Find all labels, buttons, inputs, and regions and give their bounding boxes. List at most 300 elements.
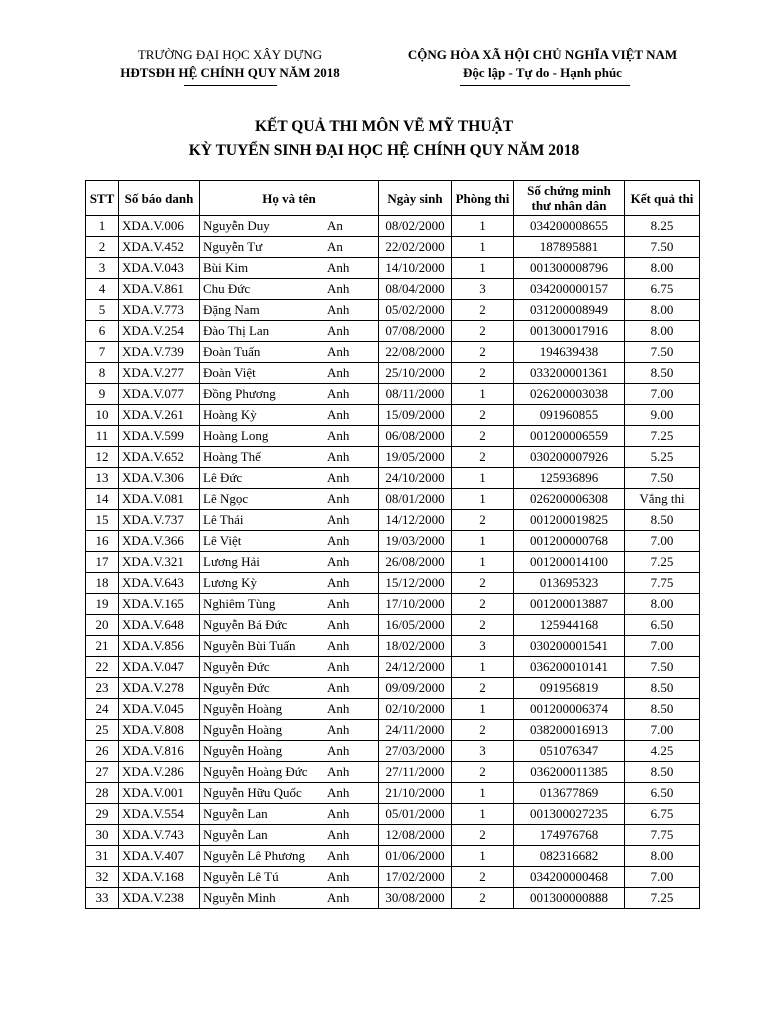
cell-result: 7.75 bbox=[625, 573, 700, 594]
cell-id: 031200008949 bbox=[514, 300, 625, 321]
table-row bbox=[86, 342, 700, 363]
cell-sbd: XDA.V.168 bbox=[119, 867, 200, 888]
table-row bbox=[86, 657, 700, 678]
cell-stt: 1 bbox=[86, 216, 119, 237]
cell-last-name: Nguyễn Hoàng Đức bbox=[203, 764, 308, 779]
cell-sbd: XDA.V.001 bbox=[119, 783, 200, 804]
cell-last-name: Lê Ngọc bbox=[203, 491, 249, 506]
cell-stt: 3 bbox=[86, 258, 119, 279]
table-row bbox=[86, 762, 700, 783]
cell-first-name: Anh bbox=[327, 449, 350, 464]
cell-sbd: XDA.V.743 bbox=[119, 825, 200, 846]
cell-name bbox=[200, 489, 379, 510]
cell-stt: 2 bbox=[86, 237, 119, 258]
cell-id: 001200006559 bbox=[514, 426, 625, 447]
cell-dob: 16/05/2000 bbox=[379, 615, 452, 636]
cell-result: 8.50 bbox=[625, 762, 700, 783]
cell-room: 1 bbox=[452, 699, 514, 720]
table-row bbox=[86, 573, 700, 594]
cell-result: 7.50 bbox=[625, 237, 700, 258]
cell-last-name: Lê Đức bbox=[203, 470, 243, 485]
cell-last-name: Đoàn Tuấn bbox=[203, 344, 261, 359]
cell-name bbox=[200, 888, 379, 909]
table-row bbox=[86, 489, 700, 510]
cell-result: 8.50 bbox=[625, 363, 700, 384]
cell-result: 6.50 bbox=[625, 783, 700, 804]
cell-first-name: Anh bbox=[327, 596, 350, 611]
cell-id: 036200011385 bbox=[514, 762, 625, 783]
cell-sbd: XDA.V.238 bbox=[119, 888, 200, 909]
cell-name bbox=[200, 762, 379, 783]
cell-result: 8.50 bbox=[625, 510, 700, 531]
table-row bbox=[86, 258, 700, 279]
cell-name bbox=[200, 867, 379, 888]
cell-room: 1 bbox=[452, 657, 514, 678]
cell-room: 2 bbox=[452, 510, 514, 531]
institution-header bbox=[100, 46, 360, 82]
col-header-name: Họ và tên bbox=[200, 181, 379, 216]
table-row bbox=[86, 384, 700, 405]
cell-first-name: Anh bbox=[327, 785, 350, 800]
table-row bbox=[86, 552, 700, 573]
cell-sbd: XDA.V.643 bbox=[119, 573, 200, 594]
cell-sbd: XDA.V.306 bbox=[119, 468, 200, 489]
cell-room: 1 bbox=[452, 489, 514, 510]
cell-sbd: XDA.V.856 bbox=[119, 636, 200, 657]
cell-result: 6.50 bbox=[625, 615, 700, 636]
cell-room: 2 bbox=[452, 321, 514, 342]
cell-first-name: Anh bbox=[327, 722, 350, 737]
cell-first-name: Anh bbox=[327, 806, 350, 821]
table-row bbox=[86, 741, 700, 762]
cell-name bbox=[200, 657, 379, 678]
council-name: HĐTSĐH HỆ CHÍNH QUY NĂM 2018 bbox=[120, 65, 340, 80]
cell-id: 034200008655 bbox=[514, 216, 625, 237]
cell-first-name: Anh bbox=[327, 281, 350, 296]
cell-sbd: XDA.V.081 bbox=[119, 489, 200, 510]
cell-room: 1 bbox=[452, 531, 514, 552]
cell-result: 8.25 bbox=[625, 216, 700, 237]
cell-room: 1 bbox=[452, 237, 514, 258]
cell-stt: 33 bbox=[86, 888, 119, 909]
cell-name bbox=[200, 279, 379, 300]
cell-first-name: Anh bbox=[327, 407, 350, 422]
cell-dob: 19/03/2000 bbox=[379, 531, 452, 552]
cell-result: 8.50 bbox=[625, 699, 700, 720]
cell-first-name: Anh bbox=[327, 428, 350, 443]
cell-first-name: Anh bbox=[327, 869, 350, 884]
country-name: CỘNG HÒA XÃ HỘI CHỦ NGHĨA VIỆT NAM bbox=[407, 47, 678, 62]
cell-result: 6.75 bbox=[625, 804, 700, 825]
cell-last-name: Nguyễn Bùi Tuấn bbox=[203, 638, 296, 653]
cell-dob: 02/10/2000 bbox=[379, 699, 452, 720]
cell-dob: 14/10/2000 bbox=[379, 258, 452, 279]
col-header-stt: STT bbox=[86, 181, 119, 216]
cell-room: 2 bbox=[452, 678, 514, 699]
cell-stt: 31 bbox=[86, 846, 119, 867]
cell-sbd: XDA.V.366 bbox=[119, 531, 200, 552]
cell-sbd: XDA.V.043 bbox=[119, 258, 200, 279]
cell-id: 125944168 bbox=[514, 615, 625, 636]
cell-dob: 17/10/2000 bbox=[379, 594, 452, 615]
cell-sbd: XDA.V.739 bbox=[119, 342, 200, 363]
cell-room: 2 bbox=[452, 426, 514, 447]
cell-result: 7.50 bbox=[625, 468, 700, 489]
cell-name bbox=[200, 510, 379, 531]
cell-last-name: Nguyễn Duy bbox=[203, 218, 270, 233]
cell-name bbox=[200, 468, 379, 489]
table-row bbox=[86, 615, 700, 636]
table-row bbox=[86, 216, 700, 237]
cell-dob: 19/05/2000 bbox=[379, 447, 452, 468]
cell-name bbox=[200, 405, 379, 426]
cell-sbd: XDA.V.648 bbox=[119, 615, 200, 636]
cell-first-name: Anh bbox=[327, 344, 350, 359]
cell-id: 174976768 bbox=[514, 825, 625, 846]
cell-id: 033200001361 bbox=[514, 363, 625, 384]
cell-result: 7.25 bbox=[625, 552, 700, 573]
cell-dob: 09/09/2000 bbox=[379, 678, 452, 699]
cell-first-name: An bbox=[327, 239, 343, 254]
cell-id: 013695323 bbox=[514, 573, 625, 594]
table-row bbox=[86, 888, 700, 909]
cell-last-name: Đoàn Việt bbox=[203, 365, 256, 380]
table-row bbox=[86, 447, 700, 468]
table-row bbox=[86, 636, 700, 657]
cell-stt: 29 bbox=[86, 804, 119, 825]
cell-last-name: Hoàng Thế bbox=[203, 449, 261, 464]
cell-room: 3 bbox=[452, 636, 514, 657]
cell-room: 1 bbox=[452, 552, 514, 573]
cell-room: 1 bbox=[452, 258, 514, 279]
cell-last-name: Lương Hải bbox=[203, 554, 260, 569]
cell-id: 051076347 bbox=[514, 741, 625, 762]
header-underline-left bbox=[184, 85, 277, 86]
cell-first-name: Anh bbox=[327, 764, 350, 779]
table-header-row bbox=[86, 181, 700, 216]
cell-dob: 08/01/2000 bbox=[379, 489, 452, 510]
cell-room: 2 bbox=[452, 594, 514, 615]
cell-result: 7.00 bbox=[625, 720, 700, 741]
cell-id: 125936896 bbox=[514, 468, 625, 489]
cell-first-name: Anh bbox=[327, 491, 350, 506]
cell-result: 7.50 bbox=[625, 342, 700, 363]
cell-name bbox=[200, 321, 379, 342]
cell-stt: 24 bbox=[86, 699, 119, 720]
cell-stt: 13 bbox=[86, 468, 119, 489]
cell-first-name: Anh bbox=[327, 680, 350, 695]
table-row bbox=[86, 804, 700, 825]
document-subtitle: KỲ TUYỂN SINH ĐẠI HỌC HỆ CHÍNH QUY NĂM 2018 bbox=[188, 142, 580, 159]
motto: Độc lập - Tự do - Hạnh phúc bbox=[463, 65, 622, 80]
table-row bbox=[86, 678, 700, 699]
cell-first-name: Anh bbox=[327, 890, 350, 905]
cell-first-name: An bbox=[327, 218, 343, 233]
cell-dob: 22/02/2000 bbox=[379, 237, 452, 258]
table-row bbox=[86, 405, 700, 426]
cell-last-name: Nghiêm Tùng bbox=[203, 596, 276, 611]
cell-stt: 5 bbox=[86, 300, 119, 321]
cell-dob: 15/12/2000 bbox=[379, 573, 452, 594]
cell-id: 034200000468 bbox=[514, 867, 625, 888]
cell-first-name: Anh bbox=[327, 701, 350, 716]
cell-stt: 20 bbox=[86, 615, 119, 636]
cell-last-name: Nguyễn Đức bbox=[203, 659, 270, 674]
table-row bbox=[86, 279, 700, 300]
cell-dob: 27/03/2000 bbox=[379, 741, 452, 762]
cell-first-name: Anh bbox=[327, 743, 350, 758]
cell-id: 194639438 bbox=[514, 342, 625, 363]
cell-name bbox=[200, 216, 379, 237]
cell-dob: 25/10/2000 bbox=[379, 363, 452, 384]
cell-sbd: XDA.V.321 bbox=[119, 552, 200, 573]
cell-id: 091960855 bbox=[514, 405, 625, 426]
cell-dob: 24/12/2000 bbox=[379, 657, 452, 678]
cell-result: 8.50 bbox=[625, 678, 700, 699]
cell-result: 7.00 bbox=[625, 384, 700, 405]
cell-name bbox=[200, 699, 379, 720]
results-table bbox=[85, 180, 700, 909]
cell-first-name: Anh bbox=[327, 848, 350, 863]
document-title: KẾT QUẢ THI MÔN VẼ MỸ THUẬT bbox=[254, 118, 514, 135]
cell-dob: 24/11/2000 bbox=[379, 720, 452, 741]
cell-room: 2 bbox=[452, 888, 514, 909]
cell-stt: 30 bbox=[86, 825, 119, 846]
cell-room: 2 bbox=[452, 867, 514, 888]
cell-dob: 21/10/2000 bbox=[379, 783, 452, 804]
cell-name bbox=[200, 384, 379, 405]
cell-dob: 05/02/2000 bbox=[379, 300, 452, 321]
cell-result: 7.25 bbox=[625, 888, 700, 909]
cell-first-name: Anh bbox=[327, 617, 350, 632]
cell-room: 2 bbox=[452, 300, 514, 321]
col-header-room: Phòng thi bbox=[452, 181, 514, 216]
cell-name bbox=[200, 783, 379, 804]
table-row bbox=[86, 237, 700, 258]
cell-name bbox=[200, 741, 379, 762]
col-header-sbd: Số báo danh bbox=[119, 181, 200, 216]
cell-id: 001200013887 bbox=[514, 594, 625, 615]
cell-id: 091956819 bbox=[514, 678, 625, 699]
cell-room: 2 bbox=[452, 762, 514, 783]
table-row bbox=[86, 720, 700, 741]
cell-id: 001300000888 bbox=[514, 888, 625, 909]
header-underline-right bbox=[460, 85, 630, 86]
cell-stt: 23 bbox=[86, 678, 119, 699]
cell-name bbox=[200, 636, 379, 657]
cell-room: 2 bbox=[452, 825, 514, 846]
cell-first-name: Anh bbox=[327, 533, 350, 548]
cell-stt: 12 bbox=[86, 447, 119, 468]
cell-room: 1 bbox=[452, 468, 514, 489]
cell-dob: 27/11/2000 bbox=[379, 762, 452, 783]
cell-last-name: Chu Đức bbox=[203, 281, 251, 296]
table-row bbox=[86, 300, 700, 321]
table-row bbox=[86, 783, 700, 804]
cell-stt: 6 bbox=[86, 321, 119, 342]
cell-room: 2 bbox=[452, 342, 514, 363]
cell-id: 030200007926 bbox=[514, 447, 625, 468]
cell-id: 001200019825 bbox=[514, 510, 625, 531]
col-header-result: Kết quả thi bbox=[625, 181, 700, 216]
cell-last-name: Nguyễn Tư bbox=[203, 239, 263, 254]
cell-sbd: XDA.V.452 bbox=[119, 237, 200, 258]
table-row bbox=[86, 363, 700, 384]
cell-id: 082316682 bbox=[514, 846, 625, 867]
cell-stt: 26 bbox=[86, 741, 119, 762]
cell-last-name: Lương Kỳ bbox=[203, 575, 257, 590]
cell-last-name: Nguyễn Hoàng bbox=[203, 722, 283, 737]
cell-dob: 15/09/2000 bbox=[379, 405, 452, 426]
cell-dob: 17/02/2000 bbox=[379, 867, 452, 888]
cell-result: 7.75 bbox=[625, 825, 700, 846]
cell-result: 7.50 bbox=[625, 657, 700, 678]
cell-sbd: XDA.V.006 bbox=[119, 216, 200, 237]
cell-last-name: Nguyễn Hoàng bbox=[203, 701, 283, 716]
cell-last-name: Nguyễn Hữu Quốc bbox=[203, 785, 302, 800]
cell-dob: 30/08/2000 bbox=[379, 888, 452, 909]
cell-sbd: XDA.V.773 bbox=[119, 300, 200, 321]
cell-name bbox=[200, 825, 379, 846]
cell-room: 1 bbox=[452, 804, 514, 825]
cell-stt: 15 bbox=[86, 510, 119, 531]
cell-name bbox=[200, 258, 379, 279]
cell-stt: 11 bbox=[86, 426, 119, 447]
cell-name bbox=[200, 447, 379, 468]
cell-id: 036200010141 bbox=[514, 657, 625, 678]
cell-last-name: Hoàng Long bbox=[203, 428, 269, 443]
cell-sbd: XDA.V.554 bbox=[119, 804, 200, 825]
cell-first-name: Anh bbox=[327, 386, 350, 401]
cell-name bbox=[200, 342, 379, 363]
cell-result: 8.00 bbox=[625, 594, 700, 615]
cell-name bbox=[200, 615, 379, 636]
cell-room: 2 bbox=[452, 447, 514, 468]
table-row bbox=[86, 867, 700, 888]
cell-first-name: Anh bbox=[327, 365, 350, 380]
cell-stt: 19 bbox=[86, 594, 119, 615]
cell-sbd: XDA.V.737 bbox=[119, 510, 200, 531]
cell-stt: 25 bbox=[86, 720, 119, 741]
cell-stt: 18 bbox=[86, 573, 119, 594]
cell-name bbox=[200, 594, 379, 615]
table-row bbox=[86, 426, 700, 447]
cell-name bbox=[200, 363, 379, 384]
cell-id: 030200001541 bbox=[514, 636, 625, 657]
cell-name bbox=[200, 573, 379, 594]
cell-name bbox=[200, 300, 379, 321]
cell-dob: 22/08/2000 bbox=[379, 342, 452, 363]
cell-stt: 21 bbox=[86, 636, 119, 657]
cell-sbd: XDA.V.652 bbox=[119, 447, 200, 468]
cell-name bbox=[200, 552, 379, 573]
cell-last-name: Đào Thị Lan bbox=[203, 323, 270, 338]
cell-first-name: Anh bbox=[327, 638, 350, 653]
cell-first-name: Anh bbox=[327, 575, 350, 590]
cell-sbd: XDA.V.816 bbox=[119, 741, 200, 762]
cell-room: 3 bbox=[452, 741, 514, 762]
cell-result: 7.00 bbox=[625, 867, 700, 888]
cell-name bbox=[200, 426, 379, 447]
cell-sbd: XDA.V.277 bbox=[119, 363, 200, 384]
cell-last-name: Lê Việt bbox=[203, 533, 242, 548]
cell-room: 1 bbox=[452, 384, 514, 405]
cell-stt: 9 bbox=[86, 384, 119, 405]
table-row bbox=[86, 699, 700, 720]
cell-first-name: Anh bbox=[327, 659, 350, 674]
cell-name bbox=[200, 720, 379, 741]
cell-dob: 07/08/2000 bbox=[379, 321, 452, 342]
university-name: TRƯỜNG ĐẠI HỌC XÂY DỰNG bbox=[137, 47, 323, 62]
cell-name bbox=[200, 531, 379, 552]
cell-result: 5.25 bbox=[625, 447, 700, 468]
cell-room: 1 bbox=[452, 216, 514, 237]
cell-sbd: XDA.V.861 bbox=[119, 279, 200, 300]
cell-dob: 12/08/2000 bbox=[379, 825, 452, 846]
table-row bbox=[86, 321, 700, 342]
cell-room: 2 bbox=[452, 363, 514, 384]
cell-dob: 24/10/2000 bbox=[379, 468, 452, 489]
cell-id: 013677869 bbox=[514, 783, 625, 804]
cell-last-name: Đặng Nam bbox=[203, 302, 260, 317]
cell-result: 7.00 bbox=[625, 636, 700, 657]
cell-sbd: XDA.V.165 bbox=[119, 594, 200, 615]
cell-id: 001300027235 bbox=[514, 804, 625, 825]
cell-result: 6.75 bbox=[625, 279, 700, 300]
cell-last-name: Nguyễn Bá Đức bbox=[203, 617, 288, 632]
cell-last-name: Bùi Kim bbox=[203, 260, 249, 275]
cell-first-name: Anh bbox=[327, 470, 350, 485]
cell-result: 8.00 bbox=[625, 846, 700, 867]
cell-room: 2 bbox=[452, 720, 514, 741]
cell-result: 7.25 bbox=[625, 426, 700, 447]
cell-first-name: Anh bbox=[327, 512, 350, 527]
cell-id: 001300008796 bbox=[514, 258, 625, 279]
cell-id: 001200000768 bbox=[514, 531, 625, 552]
cell-id: 026200003038 bbox=[514, 384, 625, 405]
cell-result: 8.00 bbox=[625, 321, 700, 342]
cell-last-name: Đồng Phương bbox=[203, 386, 276, 401]
cell-stt: 16 bbox=[86, 531, 119, 552]
cell-result: 8.00 bbox=[625, 300, 700, 321]
cell-dob: 08/02/2000 bbox=[379, 216, 452, 237]
cell-sbd: XDA.V.407 bbox=[119, 846, 200, 867]
table-row bbox=[86, 594, 700, 615]
cell-last-name: Nguyễn Minh bbox=[203, 890, 276, 905]
cell-first-name: Anh bbox=[327, 260, 350, 275]
cell-sbd: XDA.V.045 bbox=[119, 699, 200, 720]
cell-sbd: XDA.V.261 bbox=[119, 405, 200, 426]
table-row bbox=[86, 531, 700, 552]
cell-room: 2 bbox=[452, 615, 514, 636]
cell-id: 038200016913 bbox=[514, 720, 625, 741]
cell-id: 001200014100 bbox=[514, 552, 625, 573]
cell-stt: 32 bbox=[86, 867, 119, 888]
table-row bbox=[86, 825, 700, 846]
col-header-id-line2: thư nhân dân bbox=[531, 198, 607, 213]
cell-sbd: XDA.V.599 bbox=[119, 426, 200, 447]
cell-sbd: XDA.V.254 bbox=[119, 321, 200, 342]
cell-sbd: XDA.V.286 bbox=[119, 762, 200, 783]
cell-dob: 08/11/2000 bbox=[379, 384, 452, 405]
national-motto-header bbox=[400, 46, 685, 82]
cell-name bbox=[200, 804, 379, 825]
cell-room: 3 bbox=[452, 279, 514, 300]
cell-sbd: XDA.V.077 bbox=[119, 384, 200, 405]
cell-last-name: Nguyễn Lê Tú bbox=[203, 869, 279, 884]
cell-first-name: Anh bbox=[327, 323, 350, 338]
cell-first-name: Anh bbox=[327, 827, 350, 842]
